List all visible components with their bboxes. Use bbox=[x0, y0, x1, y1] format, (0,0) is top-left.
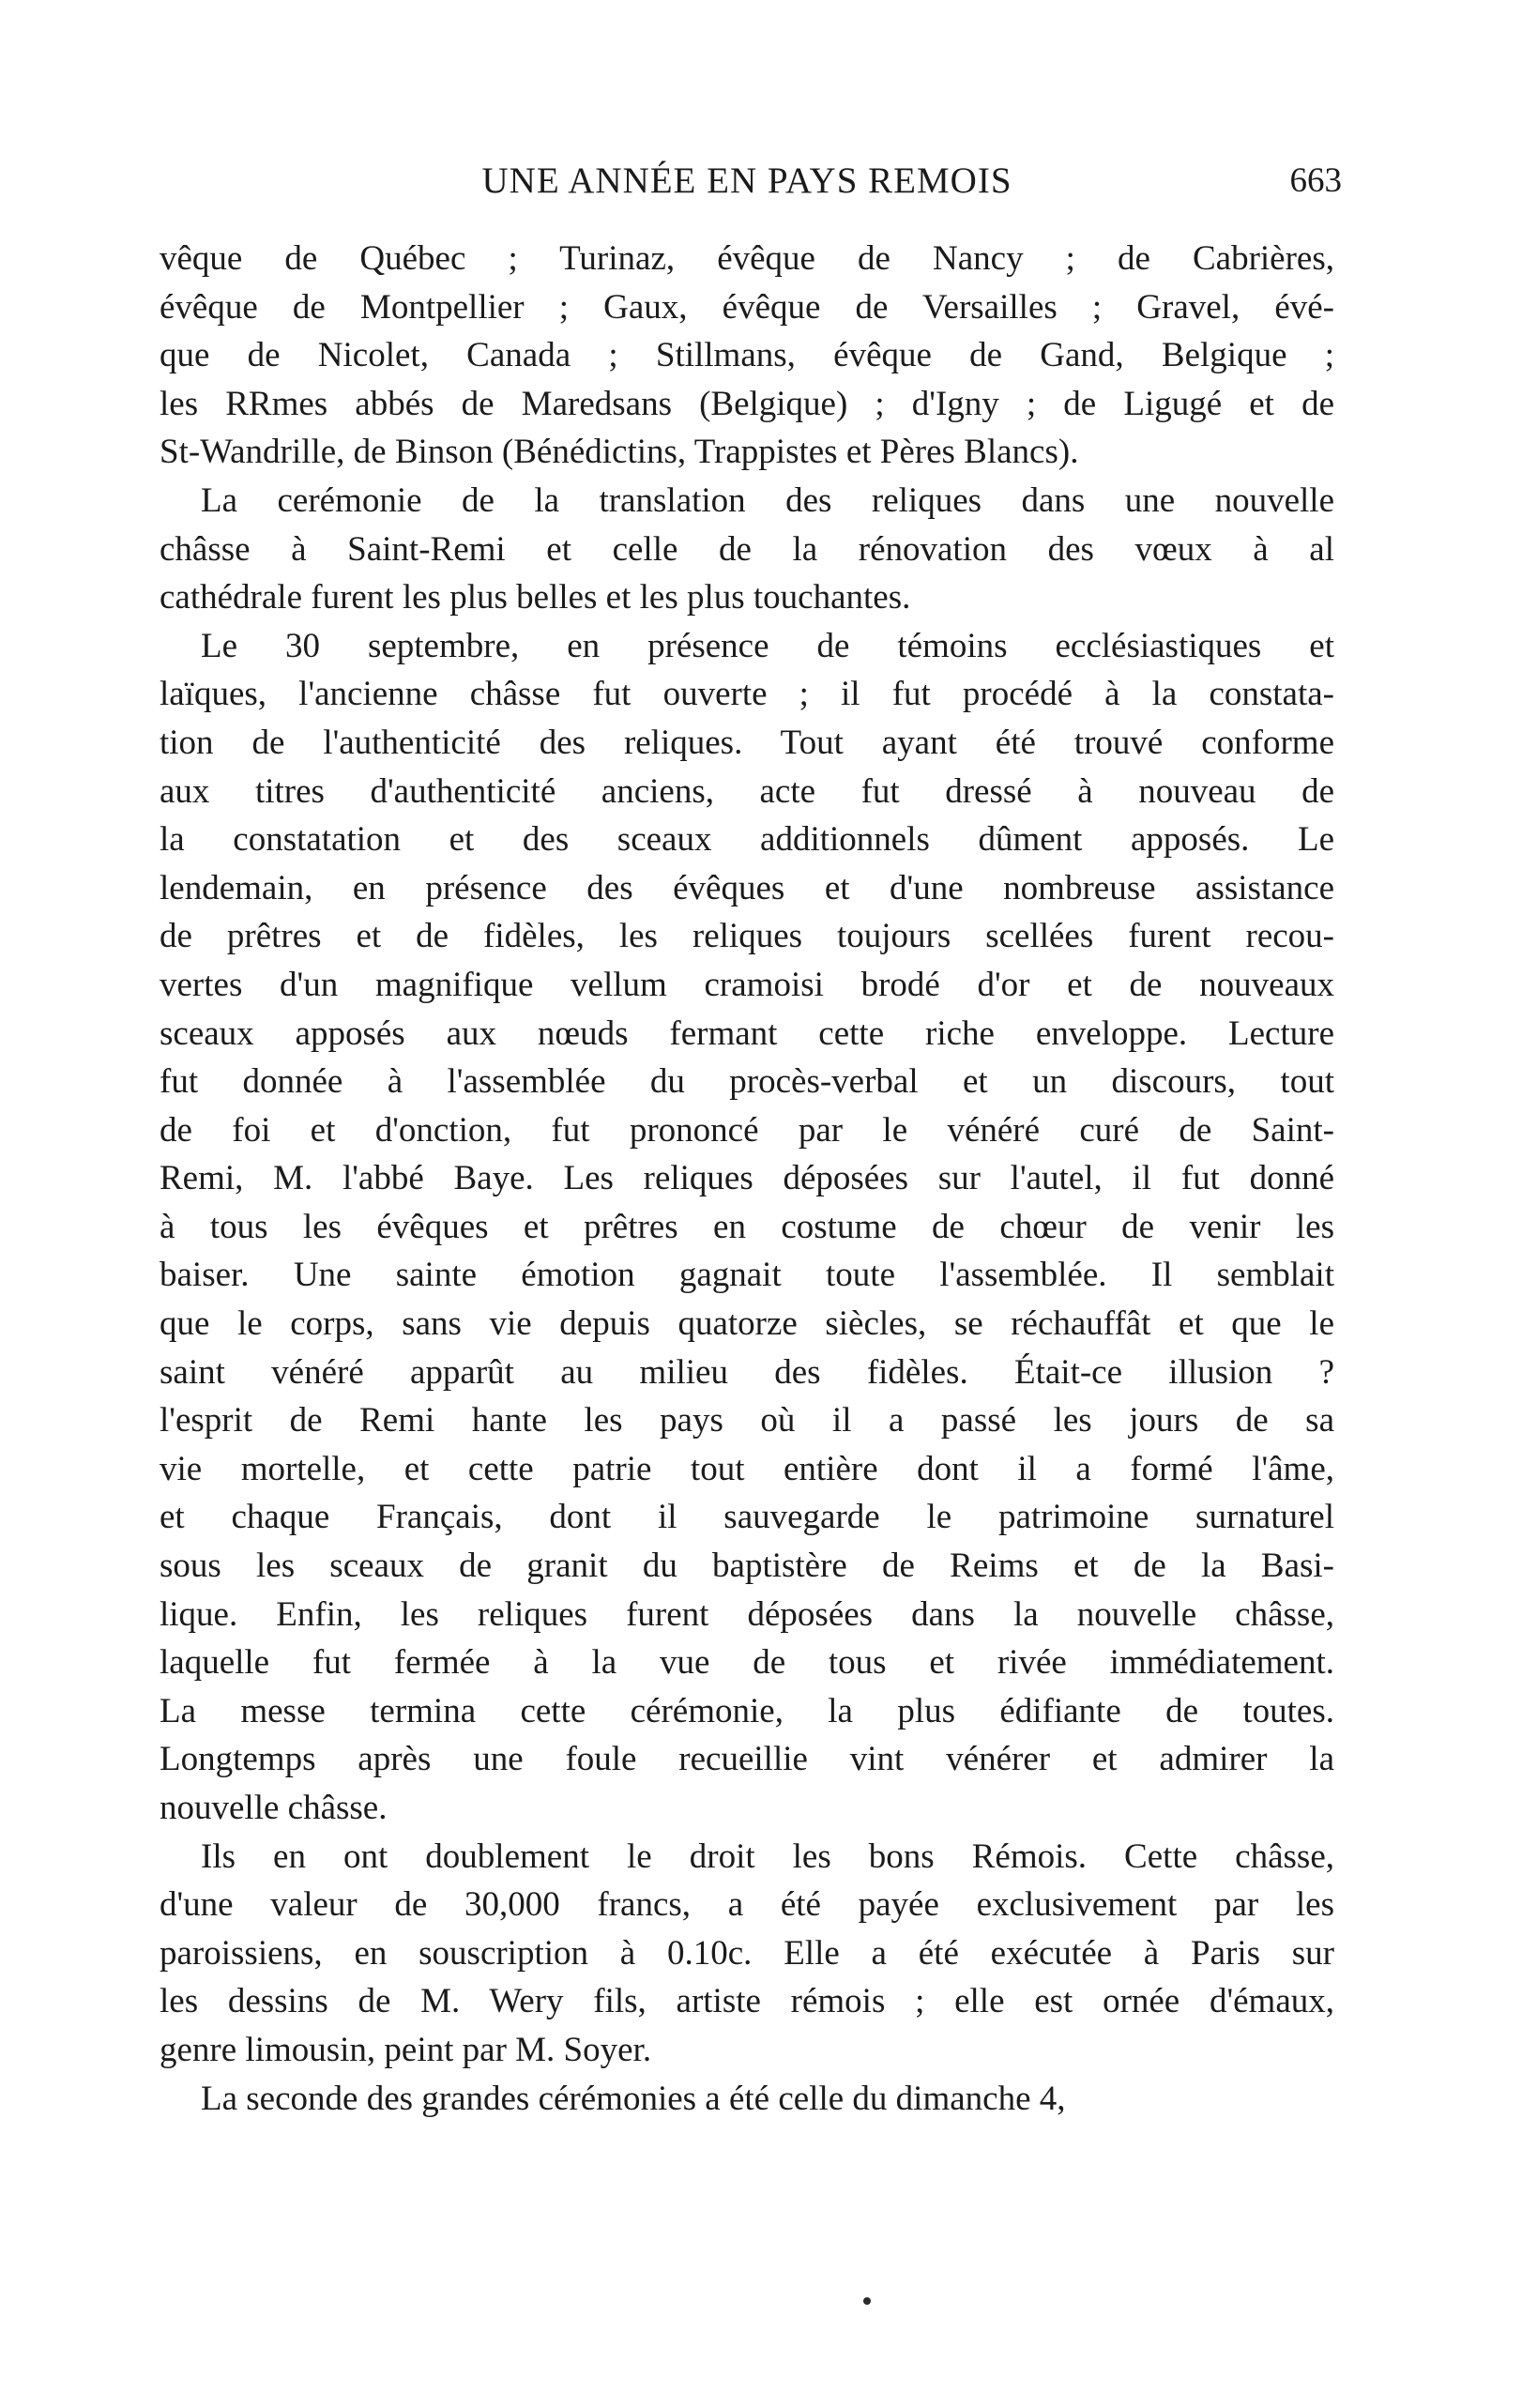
text-line: cathédrale furent les plus belles et les plus touchantes. bbox=[160, 578, 911, 617]
text-line: tion de l'authenticité des reliques. Tout ayant été trouvé conforme bbox=[160, 723, 1334, 762]
paragraph bbox=[160, 235, 1334, 477]
text-line: saint vénéré apparût au milieu des fidèles. Était-ce illusion ? bbox=[160, 1352, 1334, 1392]
text-line: à tous les évêques et prêtres en costume de chœur de venir les bbox=[160, 1207, 1334, 1246]
text-line: Longtemps après une foule recueillie vint vénérer et admirer la bbox=[160, 1740, 1334, 1779]
page-number: 663 bbox=[1289, 161, 1342, 200]
text-line: vêque de Québec ; Turinaz, évêque de Nancy ; de Cabrières, bbox=[160, 239, 1334, 278]
text-line: baiser. Une sainte émotion gagnait toute l'assemblée. Il semblait bbox=[160, 1256, 1334, 1295]
text-line: les dessins de M. Wery fils, artiste rémois ; elle est ornée d'émaux, bbox=[160, 1982, 1334, 2021]
text-line: d'une valeur de 30,000 francs, a été payée exclusivement par les bbox=[160, 1885, 1334, 1925]
text-line: lendemain, en présence des évêques et d'une nombreuse assistance bbox=[160, 868, 1334, 907]
text-line: St-Wandrille, de Binson (Bénédictins, Trappistes et Pères Blancs). bbox=[160, 433, 1079, 472]
text-line: La cerémonie de la translation des reliques dans une nouvelle bbox=[201, 480, 1334, 520]
paragraph bbox=[160, 622, 1334, 1833]
text-line: laquelle fut fermée à la vue de tous et rivée immédiatement. bbox=[160, 1643, 1334, 1683]
text-line: vertes d'un magnifique vellum cramoisi brodé d'or et de nouveaux bbox=[160, 965, 1334, 1004]
footer-mark bbox=[863, 2297, 871, 2305]
text-line: que le corps, sans vie depuis quatorze siècles, se réchauffât et que le bbox=[160, 1304, 1334, 1344]
text-line: vie mortelle, et cette patrie tout entière dont il a formé l'âme, bbox=[160, 1449, 1334, 1488]
running-title: UNE ANNÉE EN PAYS REMOIS bbox=[481, 160, 1012, 201]
text-line: la constatation et des sceaux additionnels dûment apposés. Le bbox=[160, 820, 1334, 860]
text-line: sceaux apposés aux nœuds fermant cette riche enveloppe. Lecture bbox=[160, 1013, 1334, 1053]
text-line: nouvelle châsse. bbox=[160, 1789, 388, 1827]
text-line: de prêtres et de fidèles, les reliques toujours scellées furent recou- bbox=[160, 917, 1334, 956]
paragraph bbox=[160, 1833, 1334, 2075]
text-line: sous les sceaux de granit du baptistère de Reims et de la Basi- bbox=[160, 1547, 1334, 1586]
paragraph bbox=[160, 477, 1334, 622]
text-line: que de Nicolet, Canada ; Stillmans, évêque de Gand, Belgique ; bbox=[160, 336, 1334, 375]
text-line: Remi, M. l'abbé Baye. Les reliques déposées sur l'autel, il fut donné bbox=[160, 1159, 1334, 1198]
text-line: fut donnée à l'assemblée du procès-verbal et un discours, tout bbox=[160, 1062, 1334, 1102]
text-line: de foi et d'onction, fut prononcé par le vénéré curé de Saint- bbox=[160, 1110, 1334, 1150]
text-line: l'esprit de Remi hante les pays où il a passé les jours de sa bbox=[160, 1401, 1334, 1440]
text-line: et chaque Français, dont il sauvegarde le patrimoine surnaturel bbox=[160, 1498, 1334, 1537]
text-line: évêque de Montpellier ; Gaux, évêque de Versailles ; Gravel, évé- bbox=[160, 287, 1334, 327]
text-line: La seconde des grandes cérémonies a été celle du dimanche 4, bbox=[201, 2079, 1066, 2118]
text-line: paroissiens, en souscription à 0.10c. Elle a été exécutée à Paris sur bbox=[160, 1933, 1334, 1973]
body-text bbox=[160, 235, 1334, 2123]
text-line: Ils en ont doublement le droit les bons Rémois. Cette châsse, bbox=[201, 1836, 1334, 1876]
text-line: les RRmes abbés de Maredsans (Belgique) ; d'Igny ; de Ligugé et de bbox=[160, 384, 1334, 423]
text-line: genre limousin, peint par M. Soyer. bbox=[160, 2030, 652, 2069]
running-head bbox=[160, 158, 1342, 205]
text-line: La messe termina cette cérémonie, la plus édifiante de toutes. bbox=[160, 1691, 1334, 1730]
text-line: lique. Enfin, les reliques furent déposées dans la nouvelle châsse, bbox=[160, 1594, 1334, 1634]
paragraph bbox=[160, 2075, 1334, 2124]
text-line: châsse à Saint-Remi et celle de la rénovation des vœux à al bbox=[160, 529, 1334, 569]
text-line: laïques, l'ancienne châsse fut ouverte ; il fut procédé à la constata- bbox=[160, 675, 1334, 714]
text-line: aux titres d'authenticité anciens, acte fut dressé à nouveau de bbox=[160, 771, 1334, 811]
text-line: Le 30 septembre, en présence de témoins ecclésiastiques et bbox=[201, 626, 1334, 665]
